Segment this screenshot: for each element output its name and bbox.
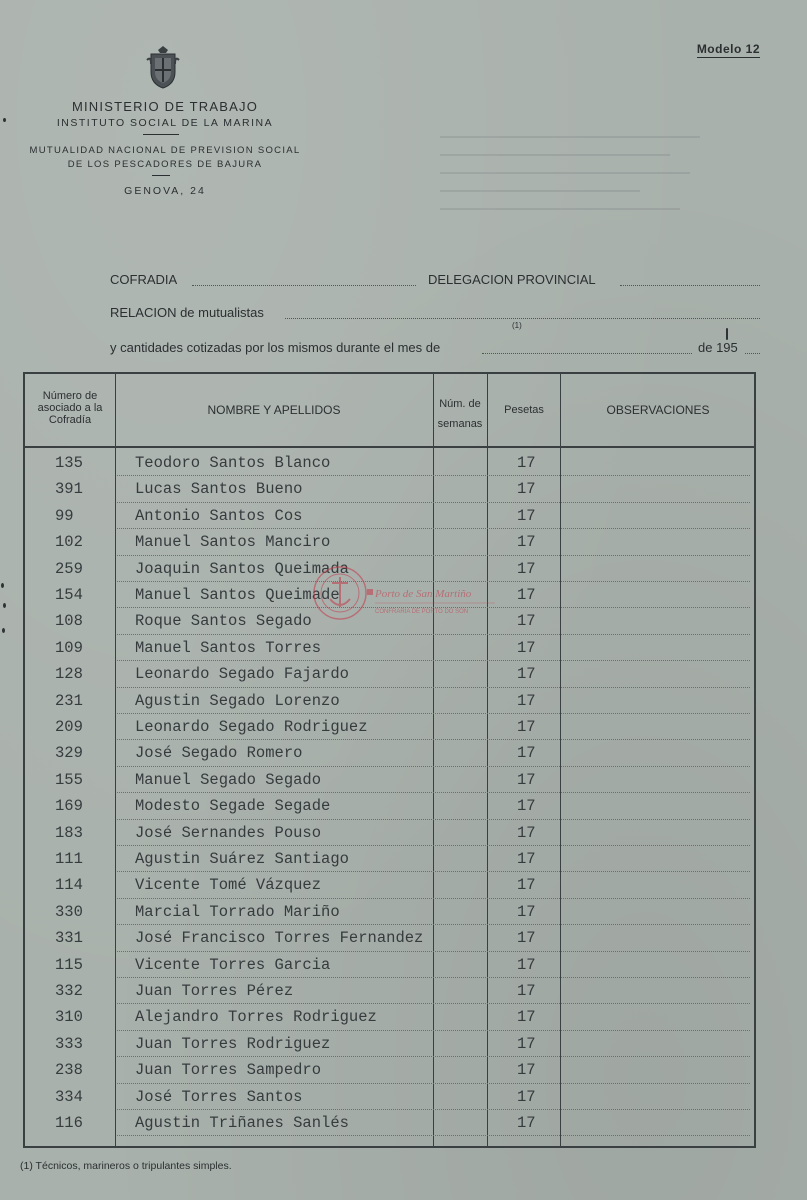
member-name: José Sernandes Pouso	[135, 823, 322, 842]
member-number: 329	[55, 744, 83, 763]
member-name: Lucas Santos Bueno	[135, 480, 303, 499]
member-pesetas: 17	[517, 506, 536, 525]
row-dotted-line	[117, 977, 750, 978]
year-field[interactable]	[745, 353, 760, 354]
member-number: 391	[55, 480, 83, 499]
member-number: 114	[55, 876, 83, 895]
member-pesetas: 17	[517, 929, 536, 948]
member-name: Manuel Santos Queimade	[135, 586, 340, 604]
member-pesetas: 17	[517, 533, 536, 552]
model-label: Modelo 12	[696, 42, 760, 56]
address: GENOVA, 24	[124, 185, 206, 197]
row-dotted-line	[117, 792, 750, 793]
member-pesetas: 17	[517, 612, 536, 631]
member-pesetas: 17	[517, 1008, 536, 1027]
member-name: Agustin Suárez Santiago	[135, 850, 349, 868]
paper-speck	[1, 583, 4, 588]
row-dotted-line	[117, 951, 750, 952]
coat-of-arms-icon	[145, 44, 181, 90]
header-divider	[143, 134, 179, 135]
member-number: 108	[55, 612, 83, 631]
member-name: Vicente Torres Garcia	[135, 955, 331, 974]
member-name: Agustin Triñanes Sanlés	[135, 1114, 349, 1132]
member-number: 99	[55, 506, 74, 525]
member-number: 154	[55, 586, 83, 604]
member-number: 169	[55, 797, 83, 816]
relacion-label: RELACION de mutualistas	[110, 305, 264, 320]
row-dotted-line	[117, 528, 750, 529]
mutual-title-line1: MUTUALIDAD NACIONAL DE PREVISION SOCIAL	[29, 145, 301, 156]
row-dotted-line	[117, 1056, 750, 1057]
row-dotted-line	[117, 1003, 750, 1004]
member-pesetas: 17	[517, 1114, 536, 1132]
member-number: 331	[55, 929, 83, 948]
member-name: Juan Torres Sampedro	[135, 1061, 322, 1080]
row-dotted-line	[117, 898, 750, 899]
row-dotted-line	[117, 1083, 750, 1084]
member-number: 332	[55, 982, 83, 1000]
institute-title: INSTITUTO SOCIAL DE LA MARINA	[56, 117, 274, 129]
row-dotted-line	[117, 924, 750, 925]
member-number: 128	[55, 665, 83, 684]
member-name: Modesto Segade Segade	[135, 797, 331, 816]
member-number: 334	[55, 1087, 83, 1106]
row-dotted-line	[117, 687, 750, 688]
footnote: (1) Técnicos, marineros o tripulantes simples.	[20, 1160, 232, 1172]
member-name: Vicente Tomé Vázquez	[135, 876, 322, 895]
pen-mark	[726, 328, 728, 340]
header-weeks: Núm. de semanas	[437, 398, 483, 430]
member-number: 109	[55, 638, 83, 657]
bleed-through-text	[440, 130, 700, 210]
member-pesetas: 17	[517, 665, 536, 684]
member-pesetas: 17	[517, 1061, 536, 1080]
member-pesetas: 17	[517, 638, 536, 657]
row-dotted-line	[117, 1109, 750, 1110]
member-number: 238	[55, 1061, 83, 1080]
member-pesetas: 17	[517, 770, 536, 789]
member-pesetas: 17	[517, 718, 536, 736]
cantidades-label: y cantidades cotizadas por los mismos durante el mes de	[110, 340, 441, 355]
row-dotted-line	[117, 845, 750, 846]
relacion-field[interactable]	[285, 318, 760, 319]
member-number: 115	[55, 955, 83, 974]
member-name: José Segado Romero	[135, 744, 303, 763]
column-divider	[115, 374, 116, 1146]
member-pesetas: 17	[517, 982, 536, 1000]
cofradia-label: COFRADIA	[110, 272, 178, 287]
member-number: 116	[55, 1114, 83, 1132]
member-pesetas: 17	[517, 559, 536, 578]
row-dotted-line	[117, 502, 750, 503]
member-pesetas: 17	[517, 850, 536, 868]
member-pesetas: 17	[517, 955, 536, 974]
row-dotted-line	[117, 766, 750, 767]
year-label: de 195	[698, 340, 738, 355]
ministry-title: MINISTERIO DE TRABAJO	[71, 99, 259, 114]
member-number: 330	[55, 902, 83, 921]
member-name: Antonio Santos Cos	[135, 506, 303, 525]
confraria-stamp	[305, 555, 505, 635]
stamp-line1: Porto de San Martiño	[375, 588, 472, 600]
delegacion-label: DELEGACION PROVINCIAL	[428, 272, 596, 287]
member-name: Juan Torres Pérez	[135, 982, 294, 1000]
footnote-mark: (1)	[512, 321, 522, 330]
member-pesetas: 17	[517, 691, 536, 710]
member-pesetas: 17	[517, 586, 536, 604]
member-pesetas: 17	[517, 744, 536, 763]
mutual-title-line2: DE LOS PESCADORES DE BAJURA	[67, 159, 263, 170]
paper-speck	[3, 603, 6, 608]
row-dotted-line	[117, 713, 750, 714]
member-number: 259	[55, 559, 83, 578]
member-name: Manuel Segado Segado	[135, 770, 322, 789]
member-name: Manuel Santos Torres	[135, 638, 322, 657]
member-pesetas: 17	[517, 876, 536, 895]
delegacion-field[interactable]	[620, 285, 760, 286]
member-name: Joaquin Santos Queimada	[135, 559, 349, 578]
member-name: Leonardo Segado Fajardo	[135, 665, 349, 684]
member-number: 231	[55, 691, 83, 710]
member-name: Teodoro Santos Blanco	[135, 454, 331, 472]
row-dotted-line	[117, 475, 750, 476]
header-divider	[152, 175, 170, 176]
member-pesetas: 17	[517, 480, 536, 499]
row-dotted-line	[117, 819, 750, 820]
header-number: Número de asociado a la Cofradía	[37, 390, 103, 426]
cofradia-field[interactable]	[192, 285, 416, 286]
member-name: José Torres Santos	[135, 1087, 303, 1106]
member-name: Alejandro Torres Rodriguez	[135, 1008, 377, 1027]
header-name: NOMBRE Y APELLIDOS	[207, 403, 341, 417]
member-number: 102	[55, 533, 83, 552]
member-pesetas: 17	[517, 454, 536, 472]
member-name: José Francisco Torres Fernandez	[135, 929, 424, 948]
member-name: Agustin Segado Lorenzo	[135, 691, 340, 710]
member-pesetas: 17	[517, 902, 536, 921]
member-pesetas: 17	[517, 797, 536, 816]
member-number: 310	[55, 1008, 83, 1027]
stamp-line2: CONFRARIA DE PORTO DO SON	[375, 609, 469, 615]
paper-speck	[3, 118, 6, 122]
row-dotted-line	[117, 1030, 750, 1031]
member-number: 155	[55, 770, 83, 789]
row-dotted-line	[117, 871, 750, 872]
header-observations: OBSERVACIONES	[606, 403, 710, 417]
row-dotted-line	[117, 739, 750, 740]
member-pesetas: 17	[517, 1087, 536, 1106]
row-dotted-line	[117, 1135, 750, 1136]
member-name: Marcial Torrado Mariño	[135, 902, 340, 921]
member-number: 111	[55, 850, 83, 868]
header-divider	[25, 446, 754, 448]
member-name: Juan Torres Rodriguez	[135, 1034, 331, 1053]
member-name: Manuel Santos Manciro	[135, 533, 331, 552]
member-name: Leonardo Segado Rodriguez	[135, 718, 368, 736]
paper-speck	[2, 628, 5, 633]
member-number: 183	[55, 823, 83, 842]
members-table	[23, 372, 756, 1148]
member-number: 135	[55, 454, 83, 472]
month-field[interactable]	[482, 353, 692, 354]
member-number: 333	[55, 1034, 83, 1053]
row-dotted-line	[117, 660, 750, 661]
member-name: Roque Santos Segado	[135, 612, 312, 631]
member-pesetas: 17	[517, 823, 536, 842]
member-pesetas: 17	[517, 1034, 536, 1053]
member-number: 209	[55, 718, 83, 736]
header-pesetas: Pesetas	[504, 404, 544, 416]
